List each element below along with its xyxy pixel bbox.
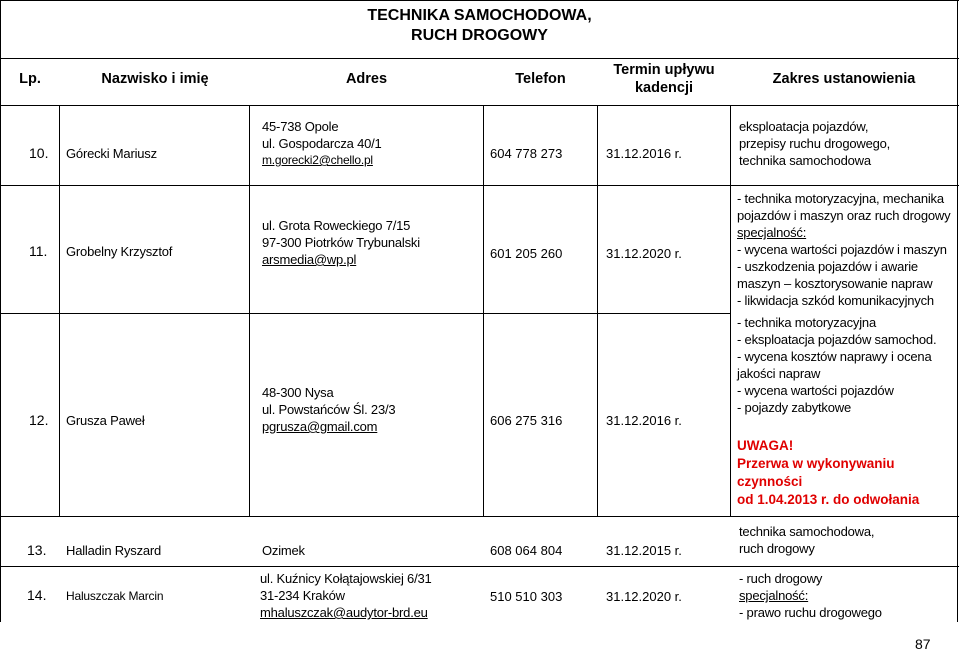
row12-lp: 12. — [29, 412, 49, 428]
row10-scope-line-2: przepisy ruchu drogowego, — [739, 136, 891, 151]
table-border-left — [0, 0, 1, 622]
row12-scope-line-3: - wycena kosztów naprawy i ocena — [737, 349, 932, 364]
col-address-divider — [483, 105, 484, 516]
row11-email-link[interactable]: arsmedia@wp.pl — [262, 252, 357, 267]
row12-scope-line-2: - eksploatacja pojazdów samochod. — [737, 332, 937, 347]
row10-phone: 604 778 273 — [490, 146, 563, 161]
row11-name: Grobelny Krzysztof — [66, 244, 173, 259]
document-title — [0, 6, 959, 46]
row10-scope-line-1: eksploatacja pojazdów, — [739, 119, 869, 134]
row10-scope — [739, 118, 890, 169]
row13-scope-line-1: technika samochodowa, — [739, 524, 875, 539]
row12-email-link[interactable]: pgrusza@gmail.com — [262, 419, 378, 434]
row14-scope-line-3: - prawo ruchu drogowego — [739, 605, 882, 620]
row11-scope-line-4: - wycena wartości pojazdów i maszyn — [737, 242, 947, 257]
row14-email-link[interactable]: mhaluszczak@audytor-brd.eu — [260, 605, 428, 620]
row12-address-line-1: 48-300 Nysa — [262, 385, 334, 400]
row10-lp: 10. — [29, 145, 49, 161]
row14-address-line-1: ul. Kuźnicy Kołątajowskiej 6/31 — [260, 571, 432, 586]
row13-address: Ozimek — [262, 543, 305, 558]
row14-lp: 14. — [27, 587, 47, 603]
row12-scope-line-4: jakości napraw — [737, 366, 821, 381]
table-border-top — [0, 0, 959, 1]
row11-term: 31.12.2020 r. — [606, 246, 682, 261]
row11-scope-line-7: - likwidacja szkód komunikacyjnych — [737, 293, 934, 308]
page-number: 87 — [915, 636, 931, 652]
row12-divider — [0, 516, 959, 517]
row14-address — [260, 570, 432, 621]
row10-address-line-1: 45-738 Opole — [262, 119, 339, 134]
title-line-1: TECHNIKA SAMOCHODOWA, — [367, 7, 592, 24]
row14-scope-line-1: - ruch drogowy — [739, 571, 823, 586]
row12-warning — [737, 437, 959, 509]
row13-term: 31.12.2015 r. — [606, 543, 682, 558]
header-term-line-1: Termin upływu — [613, 62, 715, 78]
row11-scope-line-6: maszyn – kosztorysowanie napraw — [737, 276, 933, 291]
row10-email-link[interactable]: m.gorecki2@chello.pl — [262, 153, 373, 167]
row12-name: Grusza Paweł — [66, 413, 145, 428]
row14-scope-line-2: specjalność: — [739, 588, 809, 603]
header-name: Nazwisko i imię — [101, 71, 209, 87]
row11-divider — [0, 313, 730, 314]
row13-scope-line-2: ruch drogowy — [739, 541, 815, 556]
row11-scope-line-3: specjalność: — [737, 225, 807, 240]
col-phone-divider — [597, 105, 598, 516]
row12-scope-line-1: - technika motoryzacyjna — [737, 315, 876, 330]
row14-name: Haluszczak Marcin — [66, 589, 164, 603]
row13-divider — [0, 566, 959, 567]
header-address: Adres — [345, 71, 388, 87]
col-lp-divider — [59, 105, 60, 516]
row11-scope — [737, 190, 950, 309]
row12-address — [262, 384, 395, 435]
row12-warning-title: UWAGA! — [737, 438, 794, 453]
row13-phone: 608 064 804 — [490, 543, 563, 558]
row10-divider — [0, 185, 959, 186]
row13-scope — [739, 523, 874, 557]
row13-name: Halladin Ryszard — [66, 543, 162, 558]
row12-scope — [737, 314, 936, 416]
row11-lp: 11. — [29, 243, 48, 259]
header-lp: Lp. — [19, 71, 41, 87]
row14-address-line-2: 31-234 Kraków — [260, 588, 345, 603]
header-term — [598, 61, 730, 97]
row13-lp: 13. — [27, 542, 47, 558]
row11-address — [262, 217, 420, 268]
header-row-divider — [0, 105, 959, 106]
row11-scope-line-5: - uszkodzenia pojazdów i awarie — [737, 259, 918, 274]
row12-phone: 606 275 316 — [490, 413, 563, 428]
row10-term: 31.12.2016 r. — [606, 146, 682, 161]
table-border-right — [957, 0, 958, 622]
row11-address-line-2: 97-300 Piotrków Trybunalski — [262, 235, 420, 250]
col-term-divider — [730, 105, 731, 516]
row11-address-line-1: ul. Grota Roweckiego 7/15 — [262, 218, 411, 233]
row11-scope-line-1: - technika motoryzacyjna, mechanika — [737, 191, 944, 206]
header-phone: Telefon — [515, 71, 566, 87]
row10-name: Górecki Mariusz — [66, 146, 157, 161]
row14-phone: 510 510 303 — [490, 589, 563, 604]
row12-scope-line-5: - wycena wartości pojazdów — [737, 383, 894, 398]
row14-scope — [739, 570, 882, 621]
row11-phone: 601 205 260 — [490, 246, 563, 261]
row12-term: 31.12.2016 r. — [606, 413, 682, 428]
row11-scope-line-2: pojazdów i maszyn oraz ruch drogowy — [737, 208, 951, 223]
title-line-2: RUCH DROGOWY — [411, 27, 548, 44]
row10-scope-line-3: technika samochodowa — [739, 153, 871, 168]
row12-address-line-2: ul. Powstańców Śl. 23/3 — [262, 402, 396, 417]
row14-term: 31.12.2020 r. — [606, 589, 682, 604]
row10-address-line-2: ul. Gospodarcza 40/1 — [262, 136, 382, 151]
header-scope: Zakres ustanowienia — [772, 71, 916, 87]
row12-scope-line-6: - pojazdy zabytkowe — [737, 400, 851, 415]
row12-warning-line-2: od 1.04.2013 r. do odwołania — [737, 492, 920, 507]
title-row-divider — [0, 58, 959, 59]
header-term-line-2: kadencji — [634, 80, 694, 96]
row10-address — [262, 118, 382, 169]
row12-warning-line-1: Przerwa w wykonywaniu czynności — [737, 456, 895, 489]
col-name-divider — [249, 105, 250, 516]
